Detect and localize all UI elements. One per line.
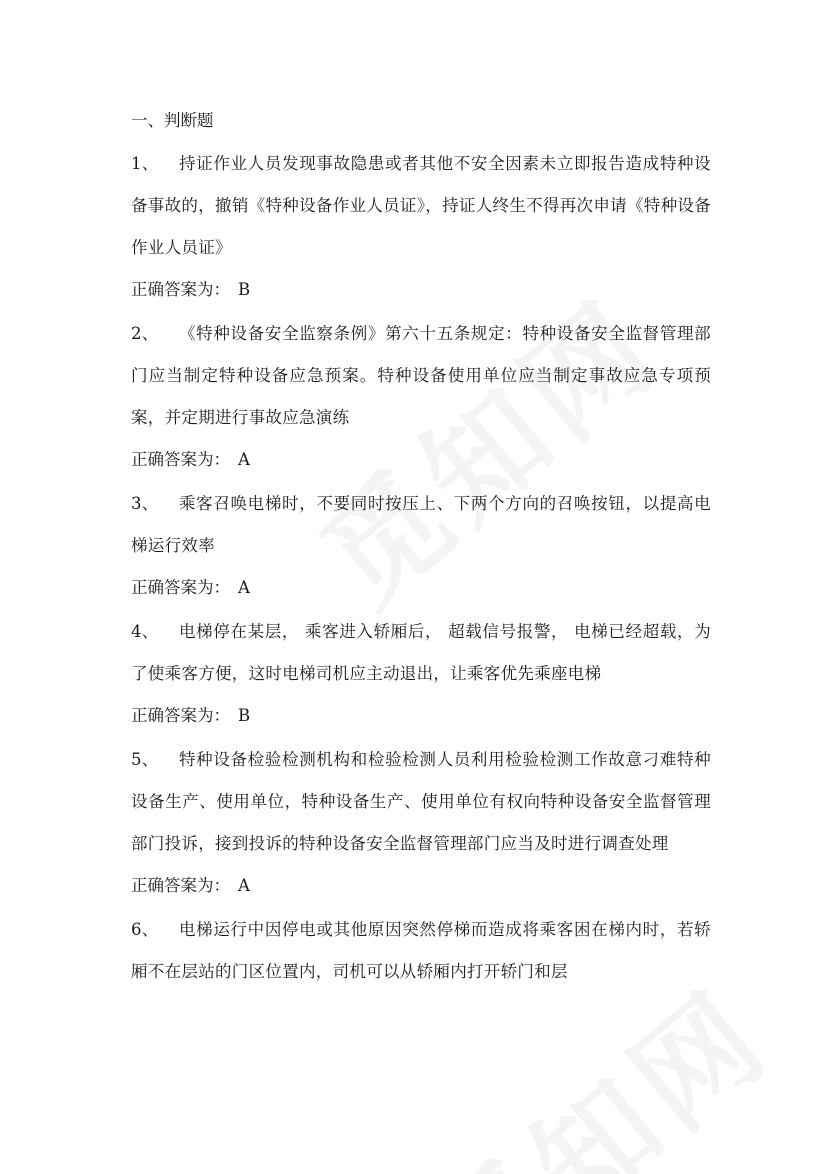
question-text: 电梯运行中因停电或其他原因突然停梯而造成将乘客困在梯内时，若轿厢不在层站的门区位置内，司机可以从轿厢内打开轿门和层: [131, 920, 711, 981]
question-text: 电梯停在某层， 乘客进入轿厢后， 超载信号报警， 电梯已经超载，为了使乘客方便，这时电梯司机应主动退出，让乘客优先乘座电梯: [131, 622, 711, 683]
answer-1: [131, 269, 711, 311]
answer-value: B: [238, 706, 251, 725]
document-body: [131, 103, 711, 993]
answer-2: [131, 439, 711, 481]
answer-value: A: [238, 578, 250, 597]
question-3: [131, 483, 711, 567]
answer-value: A: [238, 876, 250, 895]
answer-5: [131, 865, 711, 907]
answer-label: 正确答案为：: [131, 876, 230, 895]
question-2: [131, 313, 711, 439]
answer-value: B: [238, 280, 251, 299]
answer-label: 正确答案为：: [131, 706, 230, 725]
question-number: 6、: [131, 920, 159, 939]
answer-3: [131, 567, 711, 609]
question-1: [131, 143, 711, 269]
question-text: 持证作业人员发现事故隐患或者其他不安全因素未立即报告造成特种设备事故的，撤销《特种设备作业人员证》，持证人终生不得再次申请《特种设备作业人员证》: [131, 154, 711, 257]
answer-value: A: [238, 450, 250, 469]
answer-label: 正确答案为：: [131, 280, 230, 299]
question-number: 5、: [131, 750, 159, 769]
section-title: 一、判断题: [131, 111, 214, 130]
question-5: [131, 739, 711, 865]
answer-label: 正确答案为：: [131, 450, 230, 469]
answer-label: 正确答案为：: [131, 578, 230, 597]
question-4: [131, 611, 711, 695]
question-number: 4、: [131, 622, 159, 641]
answer-4: [131, 695, 711, 737]
question-text: 《特种设备安全监察条例》第六十五条规定：特种设备安全监督管理部门应当制定特种设备应急预案。特种设备使用单位应当制定事故应急专项预案，并定期进行事故应急演练: [131, 324, 711, 427]
question-number: 1、: [131, 154, 159, 173]
question-number: 3、: [131, 494, 159, 513]
question-text: 特种设备检验检测机构和检验检测人员利用检验检测工作故意刁难特种设备生产、使用单位，特种设备生产、使用单位有权向特种设备安全监督管理部门投诉，接到投诉的特种设备安全监督管理部门应当及时进行调查处理: [131, 750, 711, 853]
question-number: 2、: [131, 324, 159, 343]
question-text: 乘客召唤电梯时，不要同时按压上、下两个方向的召唤按钮，以提高电梯运行效率: [131, 494, 711, 555]
question-6: [131, 909, 711, 993]
